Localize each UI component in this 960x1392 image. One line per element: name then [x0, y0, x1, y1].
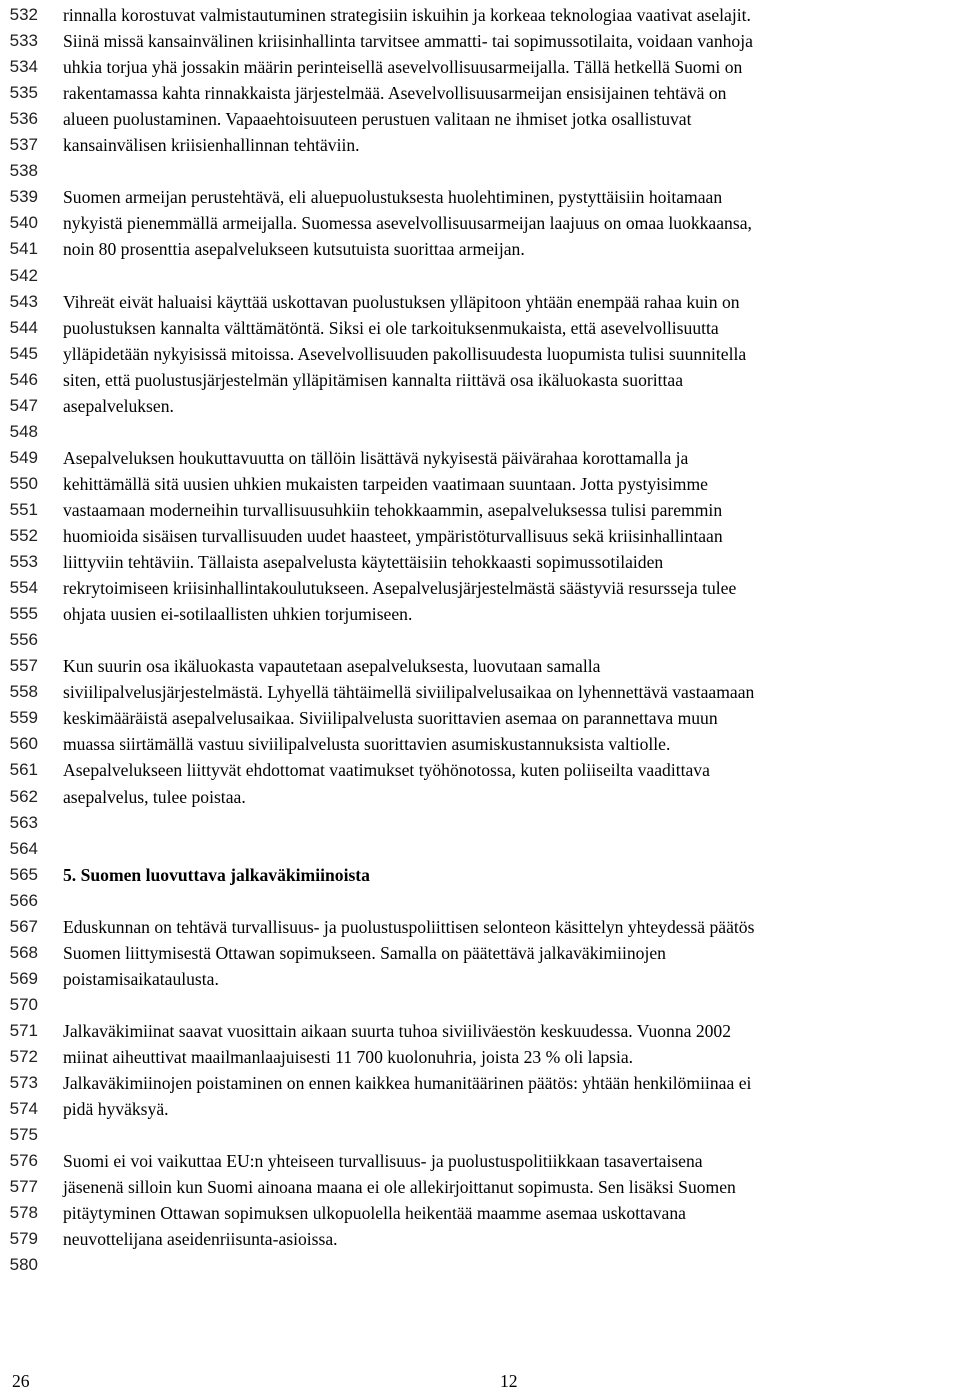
line-number: 536 [9, 109, 38, 129]
line-number: 551 [9, 499, 38, 519]
line-number: 550 [9, 473, 38, 493]
line-number: 579 [9, 1229, 38, 1249]
text-line: poistamisaikataulusta. [63, 968, 219, 989]
text-line: jäsenenä silloin kun Suomi ainoana maana ei ole allekirjoittanut sopimusta. Sen lisäksi Suomen [63, 1177, 736, 1198]
line-number: 557 [9, 656, 38, 676]
text-line: liittyviin tehtäviin. Tällaista asepalvelusta käytettäisiin tehokkaasti sopimussotilaiden [63, 552, 664, 573]
text-line: Vihreät eivät haluaisi käyttää uskottavan puolustuksen ylläpitoon yhtään enempää rahaa kuin on [63, 291, 740, 312]
line-number: 568 [9, 942, 38, 962]
line-number: 542 [9, 265, 38, 285]
text-line: neuvottelijana aseidenriisunta-asioissa. [63, 1229, 338, 1250]
text-line: miinat aiheuttivat maailmanlaajuisesti 11 700 kuolonuhria, joista 23 % oli lapsia. [63, 1047, 634, 1067]
line-number: 548 [9, 421, 38, 441]
line-number: 533 [9, 31, 38, 51]
line-number: 555 [9, 604, 38, 624]
text-line: alueen puolustaminen. Vapaaehtoisuuteen perustuen valitaan ne ihmiset jotka osallistuvat [63, 109, 692, 130]
text-line: huomioida sisäisen turvallisuuden uudet haasteet, ympäristöturvallisuus sekä kriisinhallintaan [63, 526, 723, 546]
text-line: pidä hyväksyä. [63, 1099, 169, 1120]
line-number: 541 [9, 239, 38, 259]
text-line: siten, että puolustusjärjestelmän ylläpitämisen kannalta riittävä osa ikäluokasta suorittaa [63, 369, 684, 390]
text-line: noin 80 prosenttia asepalvelukseen kutsutuista suorittaa armeijan. [63, 239, 525, 260]
text-line: Kun suurin osa ikäluokasta vapautetaan asepalveluksesta, luovutaan samalla [63, 656, 601, 677]
text-line: rakentamassa kahta rinnakkaista järjestelmää. Asevelvollisuusarmeijan ensisijainen tehtävä on [63, 83, 727, 104]
line-number: 535 [9, 83, 38, 103]
text-line: Suomen armeijan perustehtävä, eli aluepuolustuksesta huolehtiminen, pystyttäisiin hoitamaan [63, 187, 723, 208]
line-number: 574 [9, 1099, 38, 1119]
line-number: 576 [9, 1151, 38, 1171]
line-number: 559 [9, 708, 38, 728]
line-number: 554 [9, 578, 38, 598]
text-line: kansainvälisen kriisienhallinnan tehtäviin. [63, 135, 360, 156]
text-line: siviilipalvelusjärjestelmästä. Lyhyellä tähtäimellä siviilipalvelusaikaa on lyhennettävä vastaamaan [63, 682, 755, 703]
line-number: 562 [9, 786, 38, 806]
line-number: 565 [9, 864, 38, 884]
line-number: 534 [9, 57, 38, 77]
text-line: Jalkaväkimiinat saavat vuosittain aikaan suurta tuhoa siviiliväestön keskuudessa. Vuonna 2002 [63, 1020, 732, 1041]
line-number: 570 [9, 994, 38, 1014]
text-line: ohjata uusien ei-sotilaallisten uhkien torjumiseen. [63, 604, 413, 625]
line-number: 572 [9, 1047, 38, 1066]
text-line: rekrytoimiseen kriisinhallintakoulutukseen. Asepalvelusjärjestelmästä säästyviä resursseja tulee [63, 578, 737, 599]
line-number: 538 [9, 161, 38, 181]
footer-page-number-left: 26 [12, 1371, 30, 1391]
line-number: 537 [9, 135, 38, 155]
line-number: 578 [9, 1203, 38, 1223]
text-line: Eduskunnan on tehtävä turvallisuus- ja puolustuspoliittisen selonteon käsittelyn yhteydessä päätös [63, 916, 755, 937]
line-number: 577 [9, 1177, 38, 1197]
text-line: Asepalveluksen houkuttavuutta on tällöin lisättävä nykyisestä päivärahaa korottamalla ja [63, 447, 689, 468]
text-line: Siinä missä kansainvälinen kriisinhallinta tarvitsee ammatti- tai sopimussotilaita, voidaan vanhoja [63, 31, 753, 52]
line-number: 569 [9, 968, 38, 988]
line-number: 563 [9, 812, 38, 832]
text-line: puolustuksen kannalta välttämätöntä. Siksi ei ole tarkoituksenmukaista, että asevelvollisuutta [63, 317, 719, 338]
line-number: 564 [9, 838, 38, 858]
line-number: 580 [9, 1255, 38, 1275]
text-line: ylläpidetään nykyisissä mitoissa. Asevelvollisuuden pakollisuudesta luopumista tulisi suunnitella [63, 343, 747, 364]
line-number: 539 [9, 187, 38, 207]
line-number: 567 [9, 916, 38, 936]
line-number: 532 [9, 5, 38, 24]
line-number: 552 [9, 526, 38, 545]
line-number: 545 [9, 343, 38, 363]
text-line: asepalvelus, tulee poistaa. [63, 786, 246, 807]
text-line: pitäytyminen Ottawan sopimuksen ulkopuolella heikentää maamme asemaa uskottavana [63, 1203, 686, 1224]
line-number: 546 [9, 369, 38, 389]
text-line: keskimääräistä asepalvelusaikaa. Siviilipalvelusta suorittavien asemaa on parannettava muun [63, 708, 718, 729]
text-line: uhkia torjua yhä jossakin määrin perinteisellä asevelvollisuusarmeijalla. Tällä hetkellä Suomi on [63, 57, 743, 78]
line-number: 543 [9, 291, 38, 311]
line-number: 549 [9, 447, 38, 467]
line-number: 547 [9, 395, 38, 415]
text-line: Suomi ei voi vaikuttaa EU:n yhteiseen turvallisuus- ja puolustuspolitiikkaan tasavertaisena [63, 1151, 703, 1172]
line-number: 560 [9, 734, 38, 754]
section-heading: 5. Suomen luovuttava jalkaväkimiinoista [63, 864, 370, 885]
line-number: 561 [9, 760, 38, 780]
footer-page-number-center: 12 [500, 1371, 518, 1391]
text-line: asepalveluksen. [63, 395, 174, 416]
text-line: Jalkaväkimiinojen poistaminen on ennen kaikkea humanitäärinen päätös: yhtään henkilömiinaa ei [63, 1073, 752, 1094]
text-line: vastaamaan moderneihin turvallisuusuhkiin tehokkaammin, asepalveluksessa tulisi paremmin [63, 499, 723, 520]
line-number: 575 [9, 1125, 38, 1145]
line-number: 540 [9, 213, 38, 233]
line-number: 553 [9, 552, 38, 572]
text-line: muassa siirtämällä vastuu siviilipalvelusta suorittavien asumiskustannuksista valtiolle. [63, 734, 671, 755]
text-line: rinnalla korostuvat valmistautuminen strategisiin iskuihin ja korkeaa teknologiaa vaativat aselajit. [63, 5, 751, 25]
line-number: 558 [9, 682, 38, 702]
line-number: 571 [9, 1020, 38, 1040]
line-number: 556 [9, 630, 38, 650]
text-line: Asepalvelukseen liittyvät ehdottomat vaatimukset työhönotossa, kuten poliiseilta vaadittava [63, 760, 710, 781]
line-number: 573 [9, 1073, 38, 1093]
text-line: nykyistä pienemmällä armeijalla. Suomessa asevelvollisuusarmeijan laajuus on omaa luokkaansa, [63, 213, 752, 234]
text-line: Suomen liittymisestä Ottawan sopimukseen. Samalla on päätettävä jalkaväkimiinojen [63, 942, 666, 963]
line-number: 566 [9, 890, 38, 910]
line-number: 544 [9, 317, 38, 337]
text-line: kehittämällä sitä uusien uhkien mukaisten tarpeiden vaatimaan suuntaan. Jotta pystyisimme [63, 473, 708, 494]
